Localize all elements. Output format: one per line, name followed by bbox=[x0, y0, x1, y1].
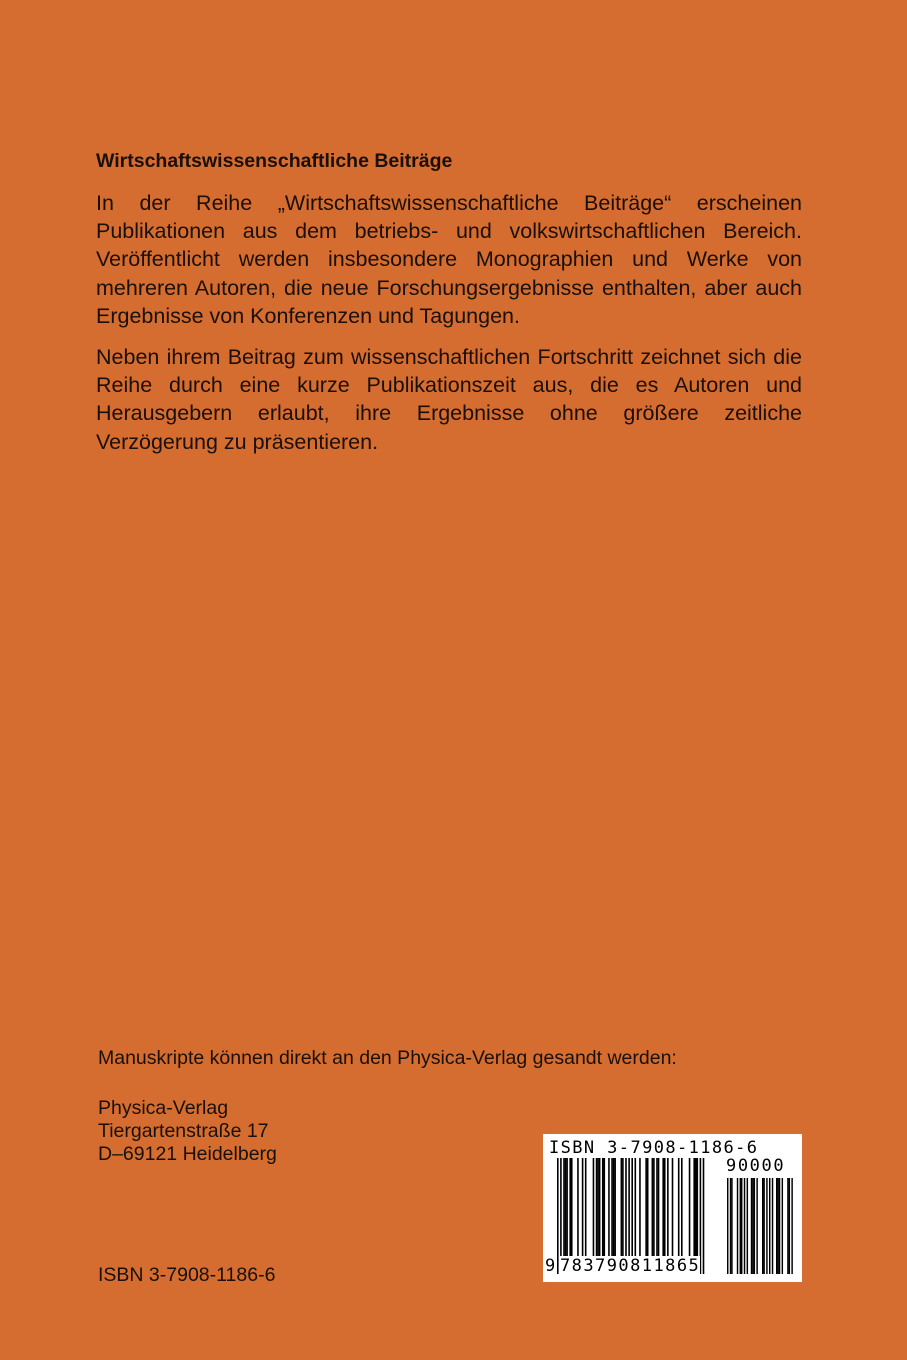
barcode-addon-bar-68 bbox=[791, 1178, 792, 1274]
barcode-ean-digits: 783790811865 bbox=[560, 1256, 701, 1276]
barcode-bar-3 bbox=[565, 1158, 567, 1262]
barcode-bar-13 bbox=[599, 1158, 601, 1262]
barcode-addon-bar-58 bbox=[763, 1178, 764, 1274]
barcode-bar-44 bbox=[703, 1158, 705, 1274]
barcode-bar-19 bbox=[614, 1158, 616, 1262]
barcode-addon-bar-46 bbox=[730, 1178, 731, 1274]
barcode-addon-bar-47 bbox=[731, 1178, 732, 1274]
barcode-bar-17 bbox=[611, 1158, 613, 1262]
barcode-first-digit: 9 bbox=[545, 1256, 556, 1276]
barcode-bar-41 bbox=[695, 1158, 697, 1262]
barcode-bar-28 bbox=[647, 1158, 649, 1262]
barcode-addon-bar-62 bbox=[776, 1178, 777, 1274]
description-paragraph-2: Neben ihrem Beitrag zum wissenschaftlichen Fortschritt zeichnet sich die Reihe durch eine kurze Publikationszeit aus, die es Autoren und Herausgebern erlaubt, ihre Ergebnisse ohne größere zeitliche Verzögerung zu präsentieren. bbox=[96, 345, 802, 454]
barcode-bar-29 bbox=[652, 1158, 654, 1262]
barcode-bar-22 bbox=[625, 1158, 627, 1262]
barcode-addon-bar-67 bbox=[789, 1178, 790, 1274]
barcode-bar-25 bbox=[635, 1158, 637, 1262]
barcode-addon-bar-64 bbox=[779, 1178, 780, 1274]
barcode-addon-bar-59 bbox=[766, 1178, 767, 1274]
barcode-isbn-label: ISBN 3-7908-1186-6 bbox=[549, 1138, 759, 1158]
barcode-bar-9 bbox=[585, 1158, 587, 1262]
series-title: Wirtschaftswissenschaftliche Beiträge bbox=[96, 150, 453, 172]
barcode-bar-16 bbox=[608, 1158, 610, 1262]
barcode-bar-27 bbox=[645, 1158, 647, 1262]
barcode-addon-bar-53 bbox=[751, 1178, 752, 1274]
barcode-bar-36 bbox=[672, 1158, 674, 1262]
barcode-bar-38 bbox=[681, 1158, 683, 1262]
barcode bbox=[543, 1134, 802, 1282]
barcode-bar-18 bbox=[613, 1158, 615, 1262]
barcode-addon-bar-54 bbox=[752, 1178, 753, 1274]
barcode-bar-40 bbox=[693, 1158, 695, 1262]
barcode-bar-5 bbox=[569, 1158, 571, 1262]
barcode-bar-15 bbox=[604, 1158, 606, 1262]
barcode-bar-14 bbox=[602, 1158, 604, 1262]
barcode-bar-7 bbox=[577, 1158, 579, 1262]
barcode-addon-digits: 90000 bbox=[726, 1156, 786, 1176]
barcode-addon-bar-57 bbox=[762, 1178, 763, 1274]
barcode-bar-37 bbox=[678, 1158, 680, 1262]
barcode-addon-bar-52 bbox=[747, 1178, 748, 1274]
barcode-bar-26 bbox=[639, 1158, 641, 1262]
barcode-bar-10 bbox=[593, 1158, 595, 1262]
barcode-bar-42 bbox=[697, 1158, 699, 1262]
barcode-addon-bar-61 bbox=[772, 1178, 773, 1274]
barcode-bar-21 bbox=[622, 1158, 624, 1262]
address-city: D–69121 Heidelberg bbox=[98, 1143, 277, 1165]
barcode-addon-bar-50 bbox=[741, 1178, 742, 1274]
barcode-addon-bar-48 bbox=[737, 1178, 738, 1274]
barcode-bar-30 bbox=[653, 1158, 655, 1262]
barcode-bar-34 bbox=[664, 1158, 666, 1262]
isbn-text: ISBN 3-7908-1186-6 bbox=[98, 1264, 276, 1286]
barcode-bar-31 bbox=[656, 1158, 658, 1262]
barcode-addon-bar-65 bbox=[782, 1178, 783, 1274]
address-street: Tiergartenstraße 17 bbox=[98, 1120, 269, 1142]
manuscript-note: Manuskripte können direkt an den Physica-Verlag gesandt werden: bbox=[98, 1047, 677, 1069]
barcode-bar-33 bbox=[662, 1158, 664, 1262]
barcode-bar-8 bbox=[582, 1158, 584, 1262]
description-paragraph-1: In der Reihe „Wirtschaftswissenschaftliche Beiträge“ erscheinen Publikationen aus dem betriebs- und volkswirtschaftlichen Bereich. Veröffentlicht werden insbesondere Monographien und Werke von mehreren Autoren, die neue Forschungsergebnisse enthalten, aber auch Ergebnisse von Konferenzen und Tagungen. bbox=[96, 191, 802, 328]
barcode-bar-4 bbox=[566, 1158, 568, 1262]
barcode-addon-bar-56 bbox=[756, 1178, 757, 1274]
barcode-bar-39 bbox=[689, 1158, 691, 1262]
barcode-bar-6 bbox=[571, 1158, 573, 1262]
barcode-bar-12 bbox=[597, 1158, 599, 1262]
barcode-bar-0 bbox=[557, 1158, 559, 1274]
barcode-addon-bar-60 bbox=[769, 1178, 770, 1274]
barcode-addon-bar-63 bbox=[777, 1178, 778, 1274]
barcode-addon-bar-55 bbox=[754, 1178, 755, 1274]
barcode-bar-2 bbox=[563, 1158, 565, 1262]
barcode-addon-bar-45 bbox=[727, 1178, 728, 1274]
barcode-addon-bar-51 bbox=[744, 1178, 745, 1274]
barcode-bar-20 bbox=[621, 1158, 623, 1262]
barcode-addon-bar-49 bbox=[740, 1178, 741, 1274]
address-publisher: Physica-Verlag bbox=[98, 1097, 229, 1119]
barcode-bar-32 bbox=[658, 1158, 660, 1262]
barcode-addon-bar-66 bbox=[787, 1178, 788, 1274]
barcode-bar-11 bbox=[596, 1158, 598, 1262]
barcode-bar-35 bbox=[667, 1158, 669, 1262]
